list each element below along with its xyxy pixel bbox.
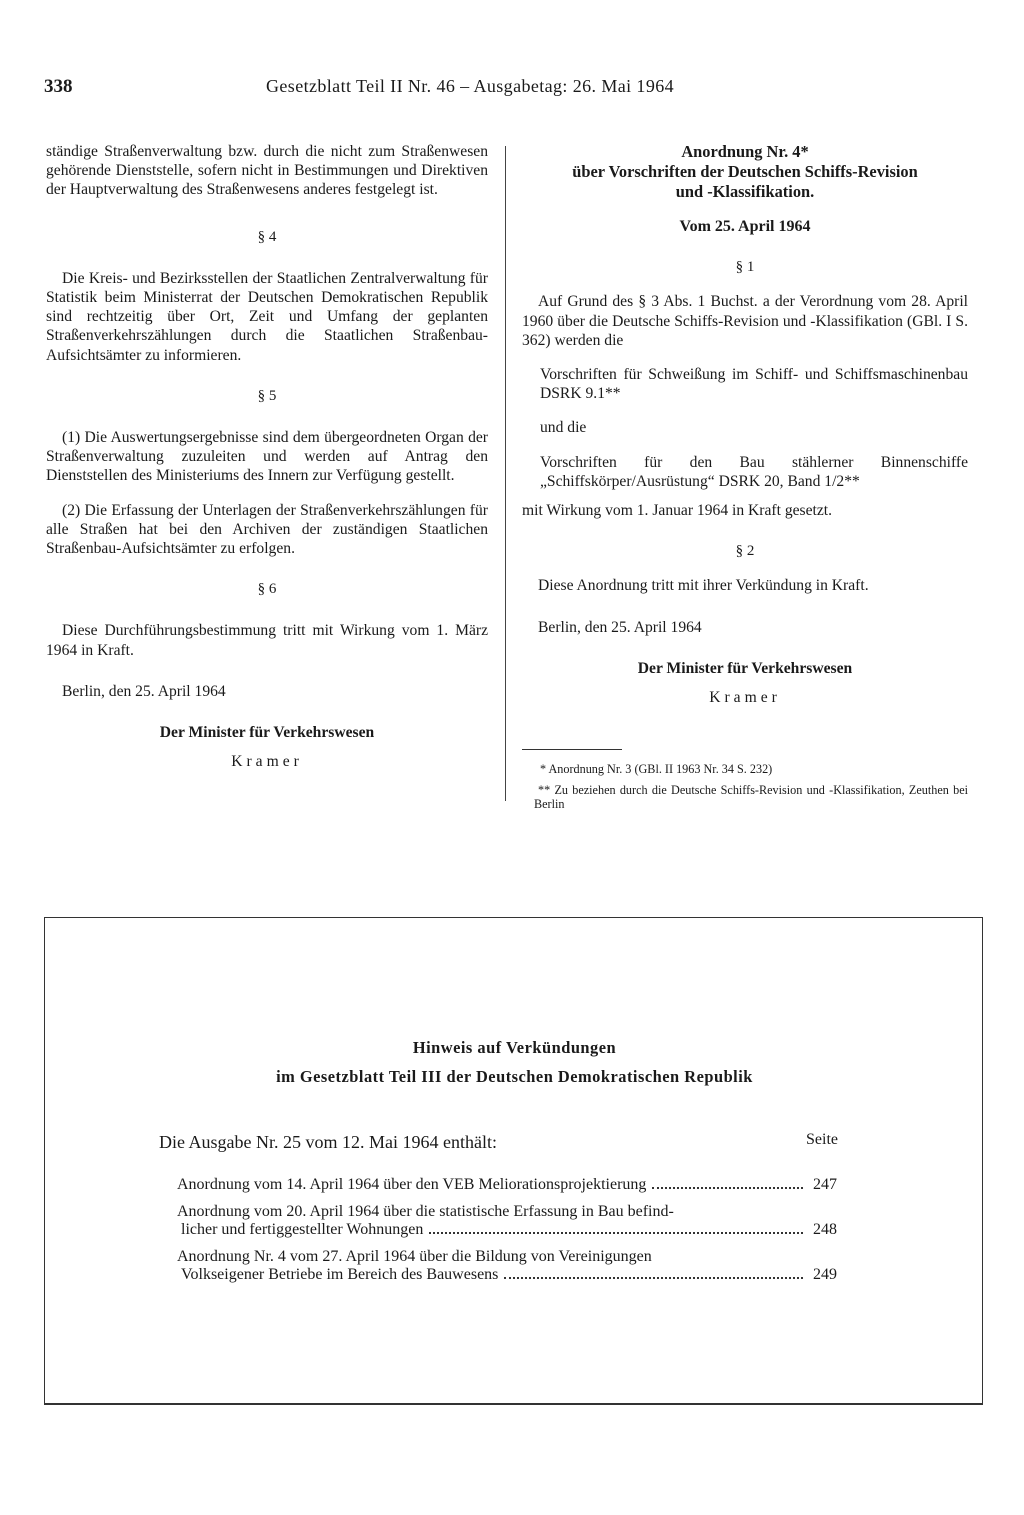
footnote-1: * Anordnung Nr. 3 (GBl. II 1963 Nr. 34 S. 232) bbox=[540, 762, 773, 776]
toc-entry bbox=[177, 1203, 837, 1239]
toc-page-number: 248 bbox=[813, 1221, 837, 1238]
dot-leader bbox=[652, 1187, 803, 1189]
toc-entry-text: Anordnung vom 14. April 1964 über den VEB Meliorationsprojektierung bbox=[177, 1176, 647, 1193]
right-column bbox=[522, 142, 968, 707]
toc-entry-text-continued: licher und fertiggestellter Wohnungen bbox=[181, 1221, 424, 1238]
section-1-heading: § 1 bbox=[735, 259, 755, 276]
page-number: 338 bbox=[44, 76, 73, 97]
signatory-title: Der Minister für Verkehrswesen bbox=[159, 724, 375, 742]
section-4-text: Die Kreis- und Bezirksstellen der Staatlichen Zentralverwaltung für Statistik beim Ministerrat der Deutschen Demokratischen Republik sind rechtzeitig über Ort, Zeit und Umfang der geplanten Straßenverkehrszählungen durch die Staatlichen Straßenbau-Aufsichtsämter zu informieren. bbox=[46, 269, 488, 364]
section-6-text: Diese Durchführungsbestimmung tritt mit Wirkung vom 1. März 1964 in Kraft. bbox=[46, 622, 488, 659]
signatory-name: Kramer bbox=[231, 753, 303, 771]
place-date: Berlin, den 25. April 1964 bbox=[62, 682, 226, 700]
page-column-header: Seite bbox=[806, 1131, 838, 1148]
effective-date-text: mit Wirkung vom 1. Januar 1964 in Kraft gesetzt. bbox=[522, 502, 833, 520]
dot-leader bbox=[504, 1277, 803, 1279]
footnote-rule bbox=[522, 749, 622, 750]
left-column bbox=[46, 142, 488, 771]
section-2-heading: § 2 bbox=[735, 543, 755, 560]
section-5-paragraph-2: (2) Die Erfassung der Unterlagen der Straßenverkehrszählungen für alle Straßen hat bei den Archiven der zuständigen Staatlichen Straßenbau-Aufsichtsämter zu erfolgen. bbox=[46, 501, 488, 558]
section-1-text: Auf Grund des § 3 Abs. 1 Buchst. a der Verordnung vom 28. April 1960 über die Deutsche Schiffs-Revision und -Klassifikation (GBl. I S. 362) werden die bbox=[522, 293, 968, 349]
and-the: und die bbox=[540, 419, 587, 437]
publication-notice-box bbox=[44, 917, 983, 1405]
ordinance-title-line-2: über Vorschriften der Deutschen Schiffs-Revision bbox=[572, 162, 918, 181]
toc-entry bbox=[177, 1248, 837, 1284]
regulation-quote-2: Vorschriften für den Bau stählerner Binnenschiffe „Schiffskörper/Ausrüstung“ DSRK 20, Band 1/2** bbox=[540, 453, 968, 490]
notice-subtitle: im Gesetzblatt Teil III der Deutschen Demokratischen Republik bbox=[276, 1067, 753, 1086]
ordinance-title-line-3: und -Klassifikation. bbox=[675, 182, 815, 201]
section-5-paragraph-1: (1) Die Auswertungsergebnisse sind dem übergeordneten Organ der Straßenverwaltung zuzuleiten und werden auf Antrag den Dienststellen des Ministeriums des Innern zur Verfügung gestellt. bbox=[46, 429, 488, 485]
section-2-text: Diese Anordnung tritt mit ihrer Verkündung in Kraft. bbox=[538, 577, 869, 595]
dot-leader bbox=[429, 1232, 803, 1234]
section-5-heading: § 5 bbox=[257, 387, 277, 404]
issue-line: Die Ausgabe Nr. 25 vom 12. Mai 1964 enthält: bbox=[159, 1132, 497, 1152]
section-6-heading: § 6 bbox=[257, 581, 277, 598]
page-header bbox=[44, 76, 984, 102]
notice-title: Hinweis auf Verkündungen bbox=[412, 1038, 617, 1057]
toc-entry bbox=[177, 1176, 837, 1194]
toc-entry-text: Anordnung Nr. 4 vom 27. April 1964 über die Bildung von Vereinigungen bbox=[177, 1248, 652, 1265]
ordinance-date: Vom 25. April 1964 bbox=[679, 218, 811, 235]
regulation-quote-1: Vorschriften für Schweißung im Schiff- und Schiffsmaschinenbau DSRK 9.1** bbox=[540, 366, 968, 403]
signatory-name: Kramer bbox=[709, 689, 781, 707]
ordinance-title-line-1: Anordnung Nr. 4* bbox=[681, 142, 809, 161]
footnotes bbox=[522, 762, 968, 812]
signatory-title: Der Minister für Verkehrswesen bbox=[637, 659, 853, 677]
running-head: Gesetzblatt Teil II Nr. 46 – Ausgabetag: 26. Mai 1964 bbox=[266, 76, 675, 96]
section-4-heading: § 4 bbox=[257, 228, 277, 245]
toc-page-number: 247 bbox=[813, 1176, 837, 1193]
bottom-rule bbox=[44, 1403, 983, 1405]
toc-entry-text-continued: Volkseigener Betriebe im Bereich des Bauwesens bbox=[181, 1266, 499, 1283]
continuation-paragraph: ständige Straßenverwaltung bzw. durch die nicht zum Straßenwesen gehörende Dienststelle, sofern nicht in Bestimmungen und Direktiven der Hauptverwaltung des Straßenwesens anderes festgelegt ist. bbox=[46, 143, 488, 199]
column-divider bbox=[505, 146, 506, 801]
toc-page-number: 249 bbox=[813, 1266, 837, 1283]
footnote-2: ** Zu beziehen durch die Deutsche Schiffs-Revision und -Klassifikation, Zeuthen bei Berlin bbox=[534, 782, 968, 811]
toc-entry-text: Anordnung vom 20. April 1964 über die statistische Erfassung in Bau befind- bbox=[177, 1203, 674, 1220]
place-date: Berlin, den 25. April 1964 bbox=[538, 618, 702, 636]
